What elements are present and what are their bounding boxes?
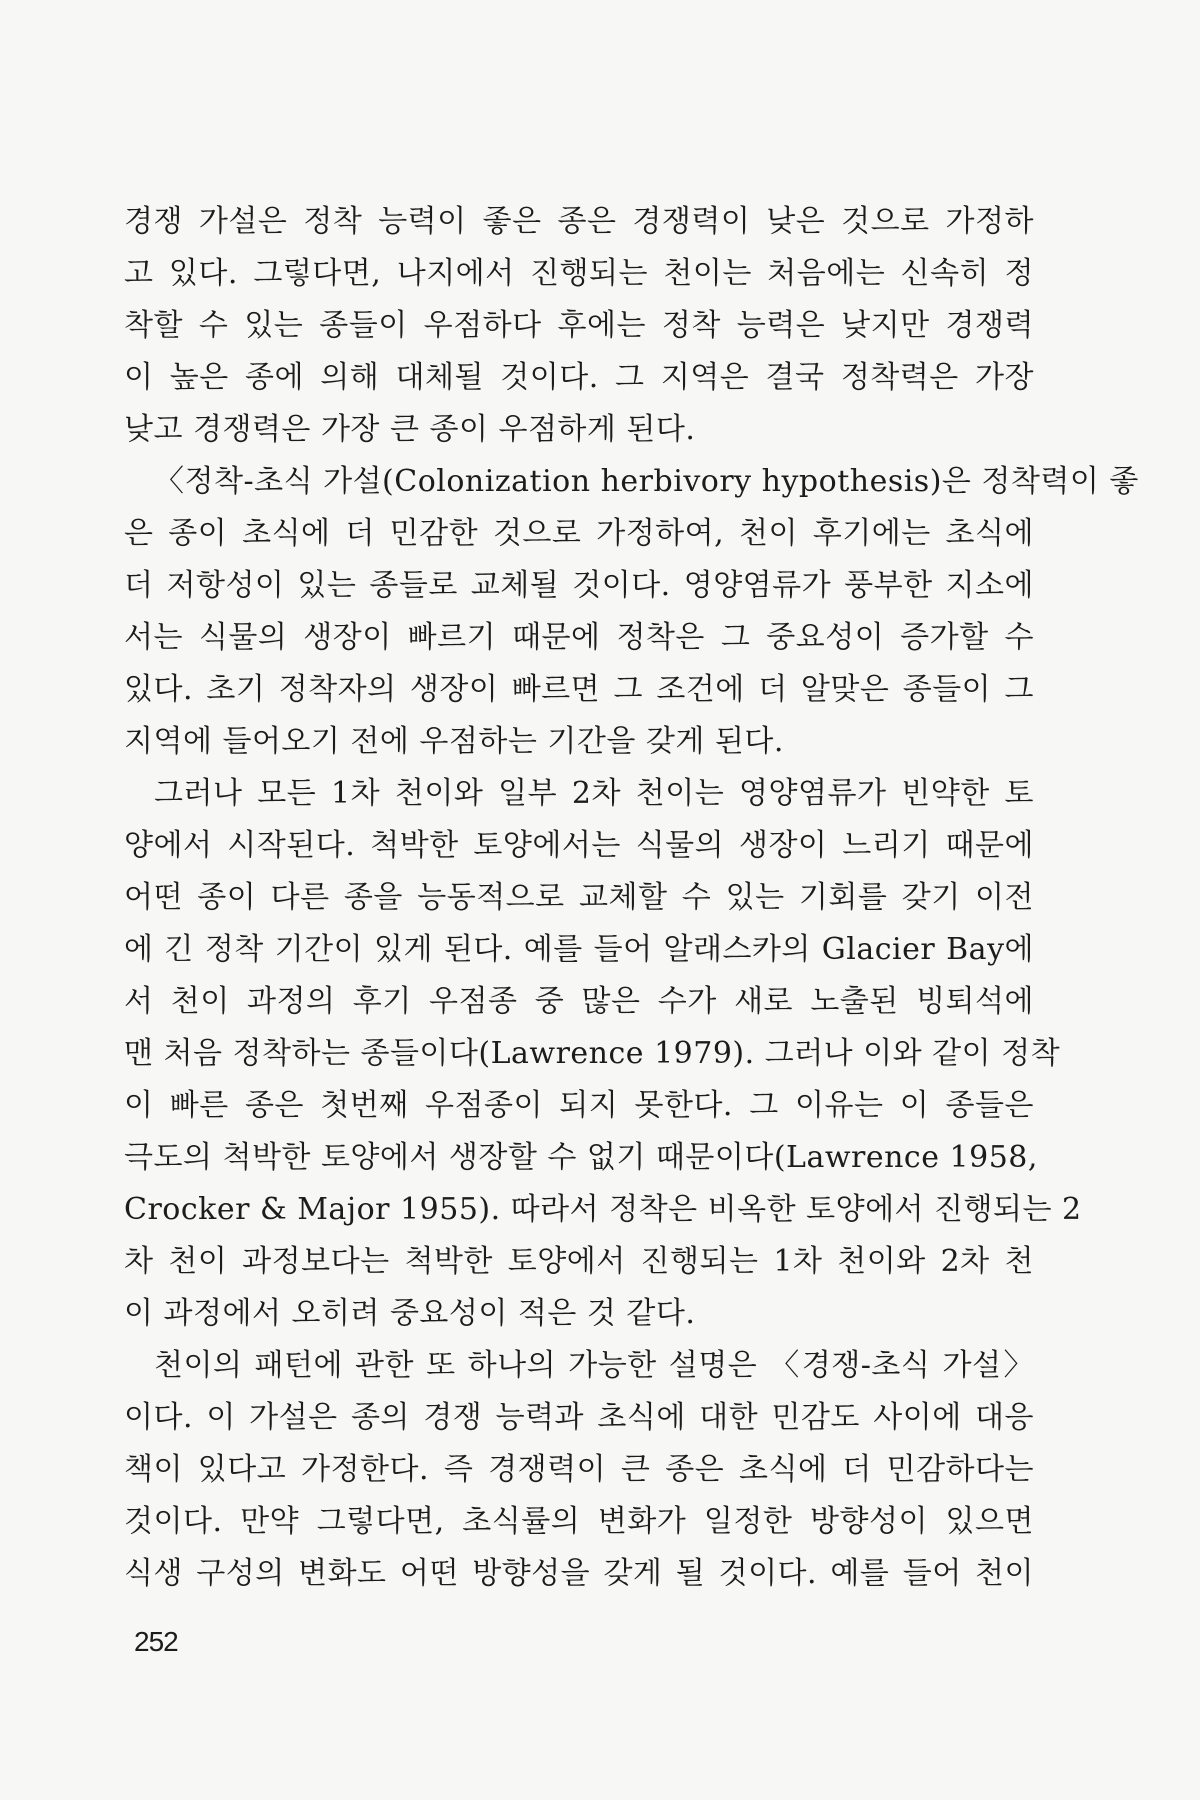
- text-line: 있다. 초기 정착자의 생장이 빠르면 그 조건에 더 알맞은 종들이 그: [124, 672, 1034, 707]
- text-line: 〈정착-초식 가설(Colonization herbivory hypothesis)은 정착력이 좋: [154, 464, 1139, 499]
- text-line: 더 저항성이 있는 종들로 교체될 것이다. 영양염류가 풍부한 지소에: [124, 568, 1034, 603]
- text-line: 극도의 척박한 토양에서 생장할 수 없기 때문이다(Lawrence 1958,: [124, 1140, 1038, 1175]
- text-line: 지역에 들어오기 전에 우점하는 기간을 갖게 된다.: [124, 724, 784, 759]
- text-line: 어떤 종이 다른 종을 능동적으로 교체할 수 있는 기회를 갖기 이전: [124, 880, 1034, 915]
- text-line: 책이 있다고 가정한다. 즉 경쟁력이 큰 종은 초식에 더 민감하다는: [124, 1452, 1034, 1487]
- text-line: 것이다. 만약 그렇다면, 초식률의 변화가 일정한 방향성이 있으면: [124, 1504, 1034, 1539]
- text-line: 식생 구성의 변화도 어떤 방향성을 갖게 될 것이다. 예를 들어 천이: [124, 1556, 1034, 1591]
- text-line: 차 천이 과정보다는 척박한 토양에서 진행되는 1차 천이와 2차 천: [124, 1244, 1034, 1279]
- text-line: 이다. 이 가설은 종의 경쟁 능력과 초식에 대한 민감도 사이에 대응: [124, 1400, 1034, 1435]
- text-line: 경쟁 가설은 정착 능력이 좋은 종은 경쟁력이 낮은 것으로 가정하: [124, 204, 1034, 239]
- text-line: 맨 처음 정착하는 종들이다(Lawrence 1979). 그러나 이와 같이 정착: [124, 1036, 1061, 1071]
- text-line: 이 빠른 종은 첫번째 우점종이 되지 못한다. 그 이유는 이 종들은: [124, 1088, 1034, 1123]
- text-line: 착할 수 있는 종들이 우점하다 후에는 정착 능력은 낮지만 경쟁력: [124, 308, 1034, 343]
- text-line: 그러나 모든 1차 천이와 일부 2차 천이는 영양염류가 빈약한 토: [154, 776, 1034, 811]
- text-line: 양에서 시작된다. 척박한 토양에서는 식물의 생장이 느리기 때문에: [124, 828, 1034, 863]
- text-line: Crocker & Major 1955). 따라서 정착은 비옥한 토양에서 진행되는 2: [124, 1192, 1082, 1227]
- text-line: 천이의 패턴에 관한 또 하나의 가능한 설명은 〈경쟁-초식 가설〉: [154, 1348, 1034, 1383]
- text-line: 서는 식물의 생장이 빠르기 때문에 정착은 그 중요성이 증가할 수: [124, 620, 1034, 655]
- text-line: 이 과정에서 오히려 중요성이 적은 것 같다.: [124, 1296, 696, 1331]
- text-line: 고 있다. 그렇다면, 나지에서 진행되는 천이는 처음에는 신속히 정: [124, 256, 1034, 291]
- text-line: 은 종이 초식에 더 민감한 것으로 가정하여, 천이 후기에는 초식에: [124, 516, 1034, 551]
- text-line: 이 높은 종에 의해 대체될 것이다. 그 지역은 결국 정착력은 가장: [124, 360, 1034, 395]
- text-line: 에 긴 정착 기간이 있게 된다. 예를 들어 알래스카의 Glacier Bay에: [124, 932, 1034, 967]
- text-line: 서 천이 과정의 후기 우점종 중 많은 수가 새로 노출된 빙퇴석에: [124, 984, 1034, 1019]
- text-line: 낮고 경쟁력은 가장 큰 종이 우점하게 된다.: [124, 412, 696, 447]
- page-number: 252: [134, 1626, 178, 1657]
